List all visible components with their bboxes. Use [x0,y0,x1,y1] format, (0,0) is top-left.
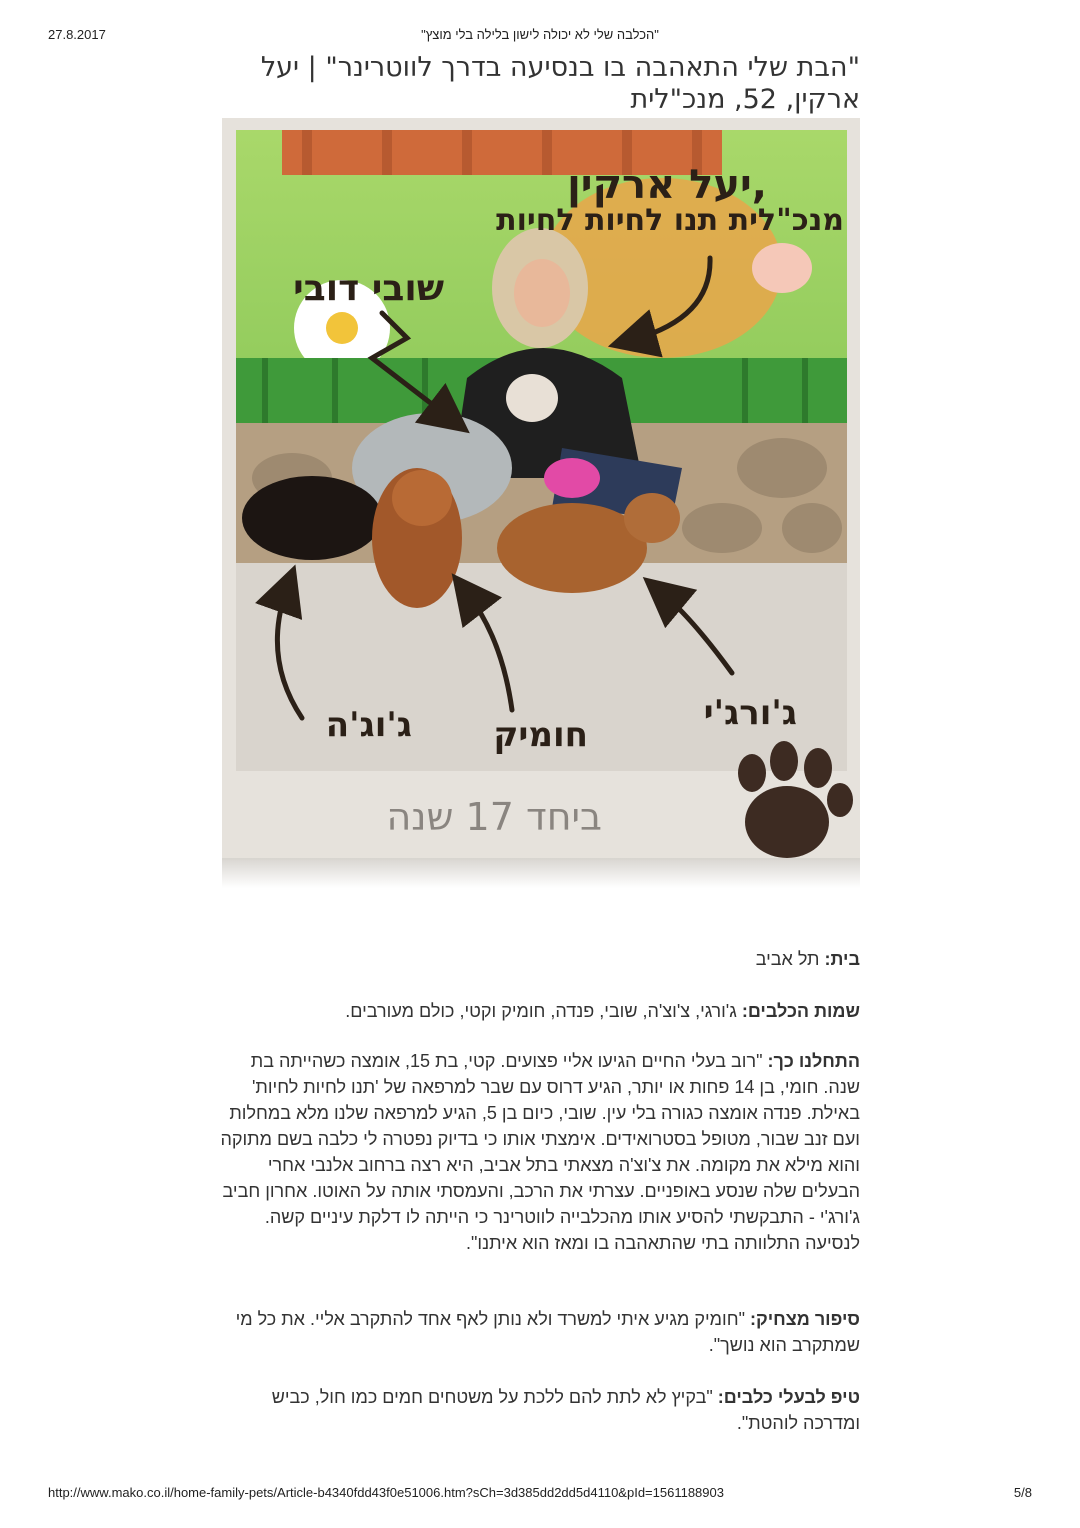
label-humik: חומיק [493,715,588,755]
start-value: "רוב בעלי החיים הגיעו אליי פצועים. קטי, בת 15, אומצה כשהייתה בת שנה. חומי, בן 14 פחות או יותר, הגיע דרוס עם שבר למרפאה של 'תנו לחיות לחיות' באילת. פנדה אומצה כגורה בלי עין. שובי, כיום בן 5, הגיע למרפאה שלנו מלא במחלות ועם זנב שבור, מטופל בסטרואידים. אימצתי אותו כי בדיוק נפטרה לי כלבה בשם מתוקה והוא מילא את מקומה. את צ'וצ'ה מצאתי בתל אביב, היא רצה ברחוב אלנבי אחרי הבעלים שלה שנסע באופניים. עצרתי את הרכב, והעמסתי אותה על האוטו. אחרון חביב ג'ורג'י - התבקשתי להסיע אותו מהכלבייה לווטרינר כי הייתה לו דלקת עיניים קשה. לנסיעה התלוותה בתי שהתאהבה בו ומאז הוא איתנו". [220,1051,860,1253]
tip-value: "בקיץ לא לתת להם ללכת על משטחים חמים כמו חול, כביש ומדרכה לוהטת". [271,1387,860,1433]
info-funny [220,1306,860,1358]
label-georgie: ג'ורג'י [703,693,797,733]
home-value: תל אביב [755,949,820,969]
photo-caption: ביחד 17 שנה [386,795,602,839]
label-shuvi: שובי דובי [293,268,444,309]
home-label: בית: [824,949,860,969]
info-home [220,946,860,972]
dog-juja [242,476,382,560]
funny-label: סיפור מצחיק: [749,1309,860,1329]
footer-page-number: 5/8 [1013,1485,1032,1500]
footer-url: http://www.mako.co.il/home-family-pets/Article-b4340fdd43f0e51006.htm?sCh=3d385dd2dd5d4110&pId=1561188903 [48,1485,724,1500]
print-date: 27.8.2017 [48,27,106,42]
info-tip [220,1384,860,1436]
dogs-value: ג'ורגי, צ'וצ'ה, שובי, פנדה, חומיק וקטי, כולם מעורבים. [345,1001,737,1021]
label-juja: ג'וג'ה [325,705,412,745]
info-start [220,1048,860,1256]
dogs-label: שמות הכלבים: [741,1001,860,1021]
info-dogs [220,998,860,1024]
article-title-line-1: "הבת שלי התאהבה בו בנסיעה בדרך לווטרינר" | יעל ארקין, 52, מנכ"לית [260,52,860,115]
label-name: יעל ארקין, [567,162,767,208]
start-label: התחלנו כך: [767,1051,860,1071]
tip-label: טיפ לבעלי כלבים: [717,1387,860,1407]
label-role: מנכ"לית תנו לחיות לחיות [496,203,844,238]
photo-shadow [222,858,860,888]
photo-illustration [222,118,860,860]
article-photo [222,118,860,860]
funny-value: "חומיק מגיע איתי למשרד ולא נותן לאף אחד להתקרב אליי. את כל מי שמתקרב הוא נושך". [235,1309,860,1355]
print-page-title: "הכלבה שלי לא יכולה לישון בלילה בלי מוצץ" [421,27,659,42]
